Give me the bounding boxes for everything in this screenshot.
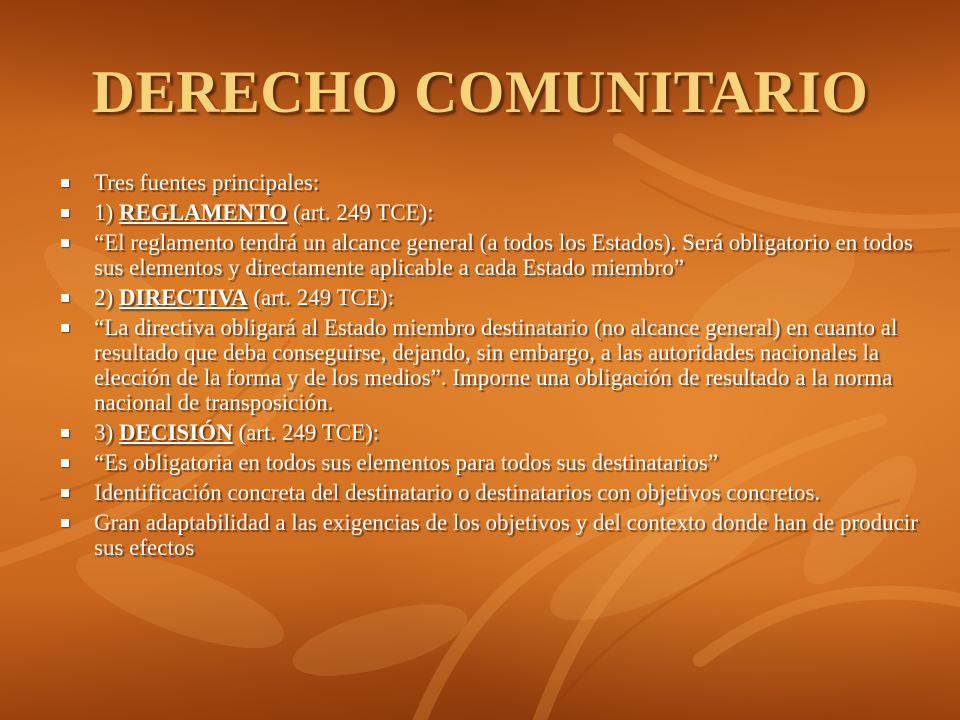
square-bullet-icon	[61, 179, 69, 187]
square-bullet-icon	[61, 489, 69, 497]
bullet-text: Tres fuentes principales:	[94, 170, 320, 195]
source-number: 2)	[94, 285, 119, 310]
square-bullet-icon	[61, 324, 69, 332]
square-bullet-icon	[61, 429, 69, 437]
square-bullet-icon	[61, 519, 69, 527]
slide-title: DERECHO COMUNITARIO	[91, 59, 869, 125]
bullet-list	[58, 170, 918, 565]
article-reference: (art. 249 TCE):	[232, 420, 380, 445]
bullet-item	[58, 450, 918, 475]
bullet-item	[58, 420, 918, 445]
source-number: 3)	[94, 420, 119, 445]
square-bullet-icon	[61, 239, 69, 247]
bullet-text: “Es obligatoria en todos sus elementos para todos sus destinatarios”	[94, 450, 719, 475]
source-name-reglamento: REGLAMENTO	[118, 200, 288, 225]
bullet-text: “La directiva obligará al Estado miembro destinatario (no alcance general) en cuanto al resultado que deba conseguirse, dejando, sin embargo, a las autoridades nacionales la elección de la forma y de los medios”. Imporne una obligación de resultado a la norma nacional de transposición.	[94, 315, 898, 415]
source-name-decision: DECISIÓN	[118, 420, 233, 445]
bullet-text: Gran adaptabilidad a las exigencias de los objetivos y del contexto donde han de producir sus efectos	[94, 510, 918, 560]
bullet-text: “El reglamento tendrá un alcance general (a todos los Estados). Será obligatorio en todos sus elementos y directamente aplicable a cada Estado miembro”	[94, 230, 913, 280]
square-bullet-icon	[61, 294, 69, 302]
source-name-directiva: DIRECTIVA	[118, 285, 248, 310]
bullet-item	[58, 285, 918, 310]
bullet-item	[58, 230, 918, 280]
square-bullet-icon	[61, 209, 69, 217]
article-reference: (art. 249 TCE):	[247, 285, 395, 310]
bullet-item	[58, 200, 918, 225]
bullet-item	[58, 480, 918, 505]
bullet-item	[58, 510, 918, 560]
article-reference: (art. 249 TCE):	[287, 200, 434, 225]
source-number: 1)	[94, 200, 119, 225]
bullet-text: Identificación concreta del destinatario o destinatarios con objetivos concretos.	[94, 480, 821, 505]
bullet-item	[58, 170, 918, 195]
square-bullet-icon	[61, 459, 69, 467]
bullet-item	[58, 315, 918, 415]
